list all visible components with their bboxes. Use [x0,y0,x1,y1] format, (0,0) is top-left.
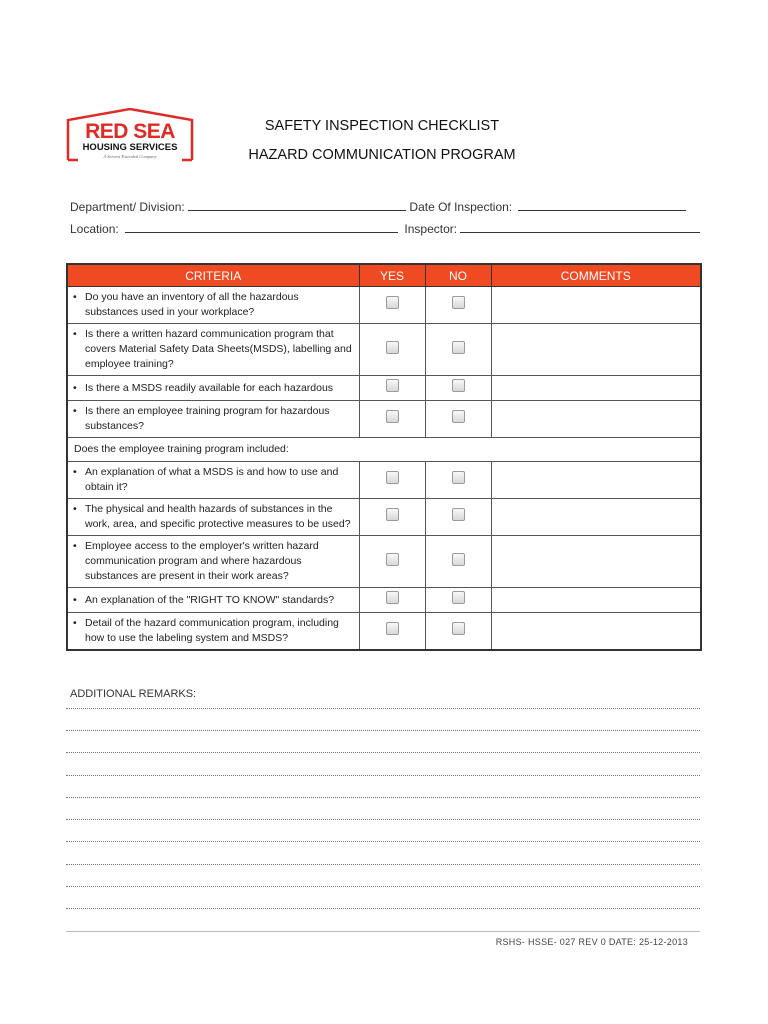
bullet: • [73,328,77,340]
section-heading: Does the employee training program included: [67,438,701,462]
inspector-field[interactable] [460,221,700,233]
no-checkbox[interactable] [452,471,465,484]
company-logo [64,108,196,164]
yes-checkbox[interactable] [386,553,399,566]
table-row [67,613,701,651]
logo-line1: RED SEA [85,120,175,143]
yes-checkbox[interactable] [386,508,399,521]
comments-cell[interactable] [491,401,701,438]
yes-checkbox[interactable] [386,410,399,423]
remarks-line[interactable] [66,708,700,709]
remarks-line[interactable] [66,775,700,776]
bullet: • [73,381,77,394]
no-checkbox[interactable] [452,508,465,521]
remarks-line[interactable] [66,886,700,887]
yes-checkbox[interactable] [386,471,399,484]
yes-checkbox[interactable] [386,341,399,354]
no-checkbox[interactable] [452,341,465,354]
remarks-line[interactable] [66,841,700,842]
additional-remarks-label: ADDITIONAL REMARKS: [70,688,197,700]
no-header: NO [425,264,491,287]
bullet: • [73,405,77,417]
bullet: • [73,617,77,629]
remarks-line[interactable] [66,797,700,798]
bullet: • [73,466,77,478]
criteria-text: The physical and health hazards of substances in the work, area, and specific protective measures to be used? [85,503,351,530]
table-row [67,401,701,438]
criteria-text: Detail of the hazard communication program, including how to use the labeling system and MSDS? [85,617,339,644]
comments-header: COMMENTS [491,264,701,287]
table-header-row [67,264,701,287]
section-row [67,438,701,462]
logo-line2: HOUSING SERVICES [82,142,178,153]
comments-cell[interactable] [491,376,701,401]
date-label: Date Of Inspection: [409,200,513,214]
comments-cell[interactable] [491,324,701,376]
criteria-text: Is there a written hazard communication program that covers Material Safety Data Sheets(MSDS), labelling and employee training? [85,328,352,370]
bullet: • [73,503,77,515]
document-title: SAFETY INSPECTION CHECKLIST [264,118,500,134]
comments-cell[interactable] [491,613,701,651]
criteria-text: An explanation of the "RIGHT TO KNOW" standards? [85,593,335,606]
remarks-line[interactable] [66,752,700,753]
footer-divider [66,931,700,932]
bullet: • [73,593,77,606]
no-checkbox[interactable] [452,379,465,392]
date-field[interactable] [518,199,686,211]
criteria-header: CRITERIA [67,264,359,287]
remarks-line[interactable] [66,730,700,731]
yes-checkbox[interactable] [386,296,399,309]
document-subtitle: HAZARD COMMUNICATION PROGRAM [248,147,516,163]
table-row [67,324,701,376]
no-checkbox[interactable] [452,410,465,423]
table-row [67,499,701,536]
yes-checkbox[interactable] [386,591,399,604]
table-row [67,462,701,499]
no-checkbox[interactable] [452,553,465,566]
bullet: • [73,291,77,303]
yes-checkbox[interactable] [386,379,399,392]
remarks-line[interactable] [66,908,700,909]
yes-header: YES [359,264,425,287]
inspector-label: Inspector: [404,222,458,236]
checklist-table [66,263,702,651]
comments-cell[interactable] [491,287,701,324]
logo-line3: A Servest Extended Company [103,154,157,159]
table-row [67,536,701,588]
comments-cell[interactable] [491,588,701,613]
department-field[interactable] [188,199,406,211]
document-code: RSHS- HSSE- 027 REV 0 DATE: 25-12-2013 [495,937,688,947]
department-date-row [70,199,686,214]
criteria-text: Do you have an inventory of all the hazardous substances used in your workplace? [85,291,299,318]
no-checkbox[interactable] [452,591,465,604]
table-row [67,376,701,401]
comments-cell[interactable] [491,499,701,536]
criteria-text: An explanation of what a MSDS is and how to use and obtain it? [85,466,339,493]
location-label: Location: [70,222,119,236]
criteria-text: Is there a MSDS readily available for each hazardous [85,381,334,394]
location-field[interactable] [125,221,398,233]
no-checkbox[interactable] [452,296,465,309]
location-inspector-row [70,221,700,236]
criteria-text: Employee access to the employer's written hazard communication program and where hazardous substances are present in their work areas? [85,540,319,582]
table-row [67,588,701,613]
bullet: • [73,540,77,552]
comments-cell[interactable] [491,536,701,588]
department-label: Department/ Division: [70,200,185,214]
yes-checkbox[interactable] [386,622,399,635]
no-checkbox[interactable] [452,622,465,635]
remarks-line[interactable] [66,864,700,865]
comments-cell[interactable] [491,462,701,499]
remarks-line[interactable] [66,819,700,820]
table-row [67,287,701,324]
criteria-text: Is there an employee training program for hazardous substances? [85,405,330,432]
